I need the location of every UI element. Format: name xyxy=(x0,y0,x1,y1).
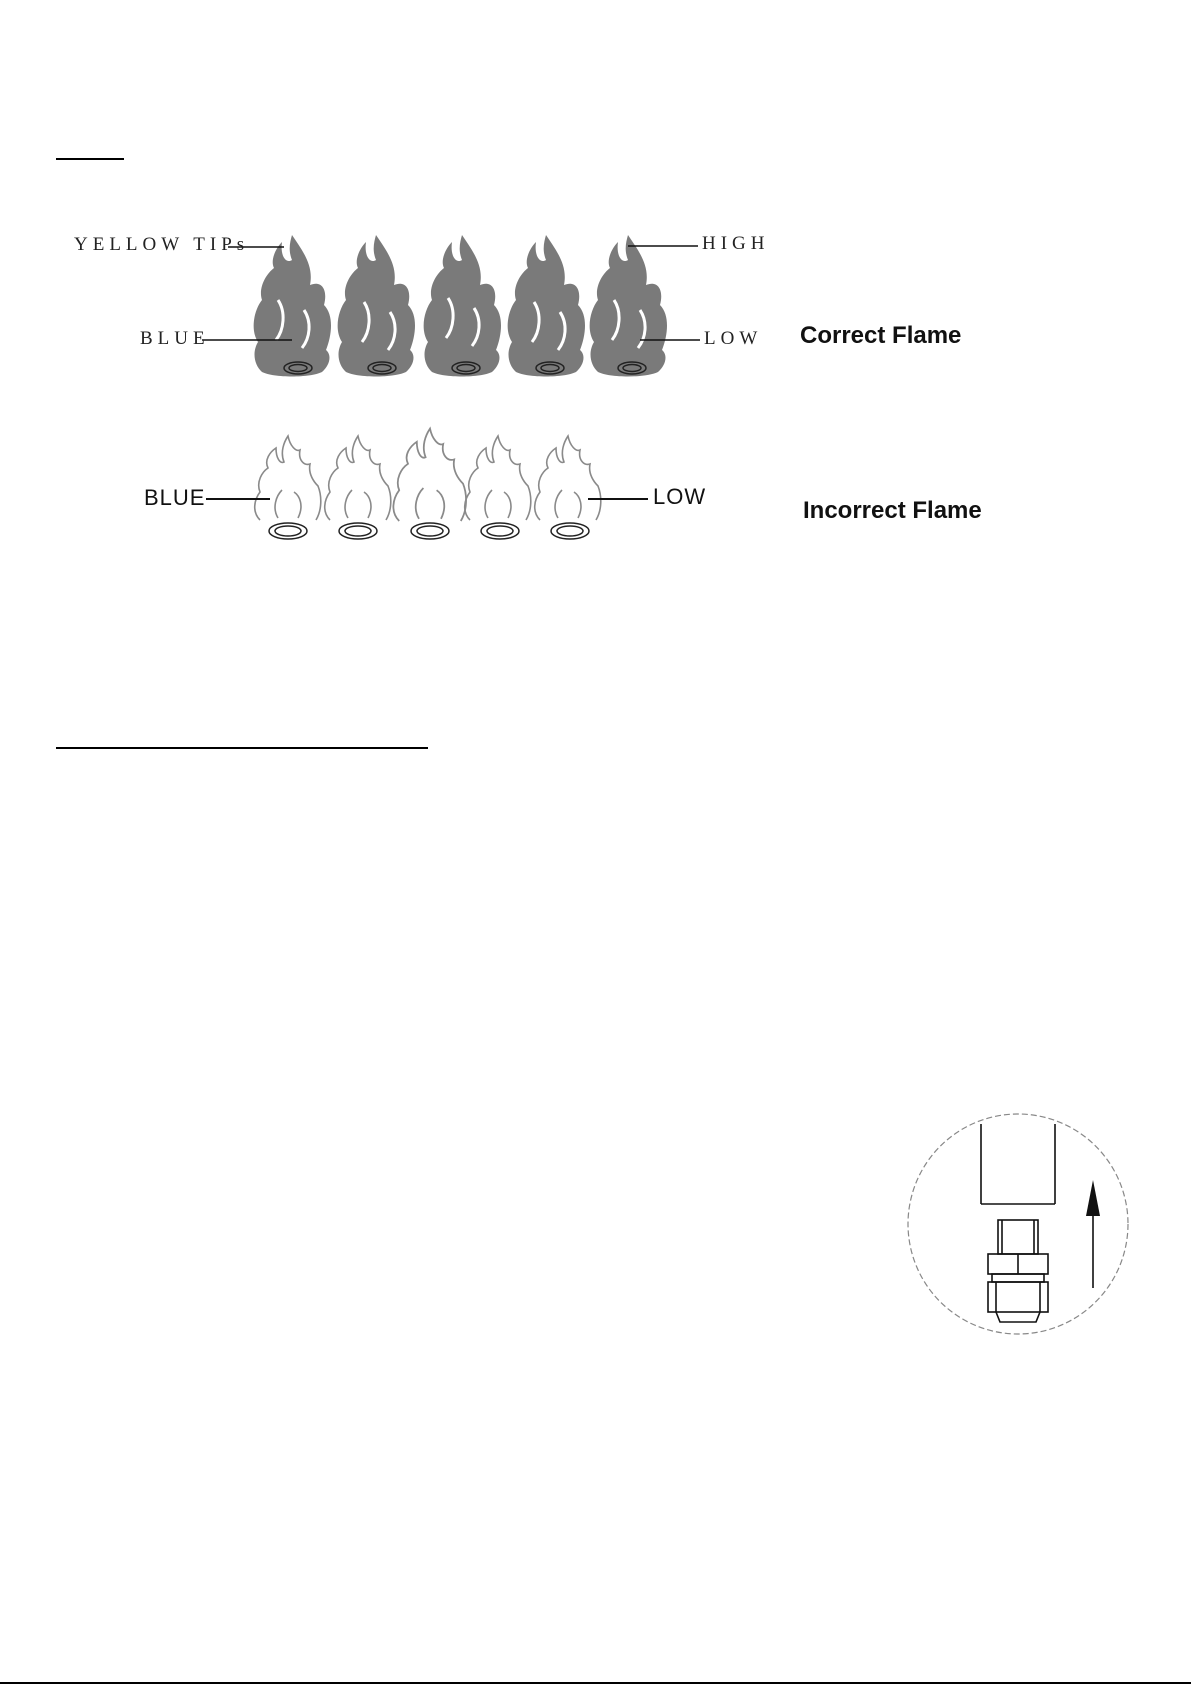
section-heading-underline-top xyxy=(56,158,124,160)
incorrect-flame-1 xyxy=(255,436,321,520)
caption-correct-flame: Correct Flame xyxy=(800,322,962,349)
caption-incorrect-flame: Incorrect Flame xyxy=(803,497,982,524)
correct-flame-3 xyxy=(424,235,501,377)
correct-flame-1 xyxy=(254,235,331,377)
label-yellow-tips: YELLOW TIPs xyxy=(74,234,250,255)
orifice-fitting xyxy=(988,1220,1048,1322)
incorrect-burner-ports xyxy=(269,523,589,539)
label-high: HIGH xyxy=(702,233,770,254)
label-low-incorrect: LOW xyxy=(653,484,707,509)
incorrect-flame-3 xyxy=(393,429,466,521)
incorrect-flame-5 xyxy=(535,436,601,520)
incorrect-flame-outlines xyxy=(255,429,601,521)
label-blue-correct: BLUE xyxy=(140,328,210,349)
section-heading-underline-middle xyxy=(56,747,428,749)
footer-rule xyxy=(0,1682,1191,1684)
correct-flame-2 xyxy=(338,235,415,377)
detail-circle xyxy=(908,1114,1128,1334)
correct-flame-5 xyxy=(590,235,667,377)
burner-tube xyxy=(981,1124,1055,1204)
orifice-detail-diagram xyxy=(900,1100,1140,1350)
correct-flame-4 xyxy=(508,235,585,377)
label-low-correct: LOW xyxy=(704,328,763,349)
label-blue-incorrect: BLUE xyxy=(144,485,206,510)
incorrect-flame-2 xyxy=(325,436,391,520)
incorrect-flame-4 xyxy=(465,436,531,520)
arrow-up-icon xyxy=(1086,1180,1100,1288)
